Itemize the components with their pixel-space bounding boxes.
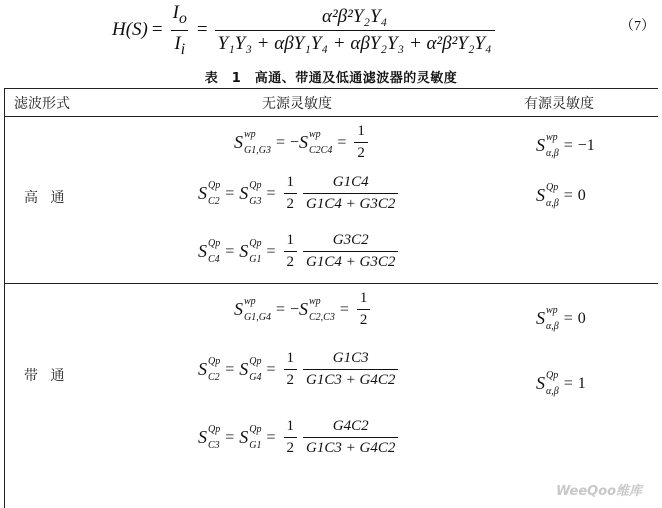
bp-passive-formula-3: S Qp C3 = S Qp G1 = $\frac{1}{2}$ $\frac{G4C2}{G1C3 + G4C2}$ xyxy=(198,418,401,457)
row-label-bandpass: 带 通 xyxy=(24,368,69,384)
current-ratio: $\frac{I_o}{I_i}$ xyxy=(172,2,187,58)
hp-passive-formula-3: S Qp C4 = S Qp G1 = $\frac{1}{2}$ $\frac{G3C2}{G1C4 + G3C2}$ xyxy=(198,232,401,271)
equation-rhs-denominator: Y₁Y₃ + αβY₁Y₄ + αβY₂Y₃ + α²β²Y₂Y₄ xyxy=(215,30,495,55)
hp-passive-formula-2: S Qp C2 = S Qp G3 = $\frac{1}{2}$ $\frac{G1C4}{G1C4 + G3C2}$ xyxy=(198,174,401,213)
table-row-divider xyxy=(4,283,658,284)
bp-active-formula-2: S Qp α,β = 1 xyxy=(536,370,586,397)
equation-lhs: H(S) xyxy=(112,19,148,41)
bp-active-formula-1: S wp α,β = 0 xyxy=(536,305,586,332)
header-passive-sensitivity: 无源灵敏度 xyxy=(262,96,332,112)
table-caption: 表 1 高通、带通及低通滤波器的灵敏度 xyxy=(204,71,458,86)
row-label-highpass: 高 通 xyxy=(24,190,69,206)
hp-active-formula-1: S wp α,β = −1 xyxy=(536,132,595,159)
equation-number: （7） xyxy=(620,19,655,34)
watermark-logo: WeeQoo维库 xyxy=(556,484,643,499)
header-active-sensitivity: 有源灵敏度 xyxy=(524,96,594,112)
transfer-function-equation: H(S) = $\frac{I_o}{I_i}$ = $\frac{\text{α²β²Y₂Y₄}}{\text{Y₁Y₃ + αβY₁Y₄ + αβY₂Y₃ + α²β²Y₂Y₄}}$ xyxy=(112,2,498,59)
hp-active-formula-2: S Qp α,β = 0 xyxy=(536,182,586,209)
bp-passive-formula-2: S Qp C2 = S Qp G4 = $\frac{1}{2}$ $\frac{G1C3}{G1C3 + G4C2}$ xyxy=(198,350,401,389)
table-header-rule xyxy=(4,116,658,117)
table-top-rule xyxy=(4,88,658,89)
bp-passive-formula-1: S wp G1,G4 = − S wp C2,C3 = $\frac{1}{2}$ xyxy=(234,290,373,329)
hp-passive-formula-1: S wp G1,G3 = − S wp C2C4 = $\frac{1}{2}$ xyxy=(234,123,371,162)
table-left-border xyxy=(4,88,5,508)
header-filter-type: 滤波形式 xyxy=(14,96,70,112)
equation-rhs-fraction xyxy=(215,6,495,55)
equation-rhs-numerator: α²β²Y₂Y₄ xyxy=(322,5,388,27)
